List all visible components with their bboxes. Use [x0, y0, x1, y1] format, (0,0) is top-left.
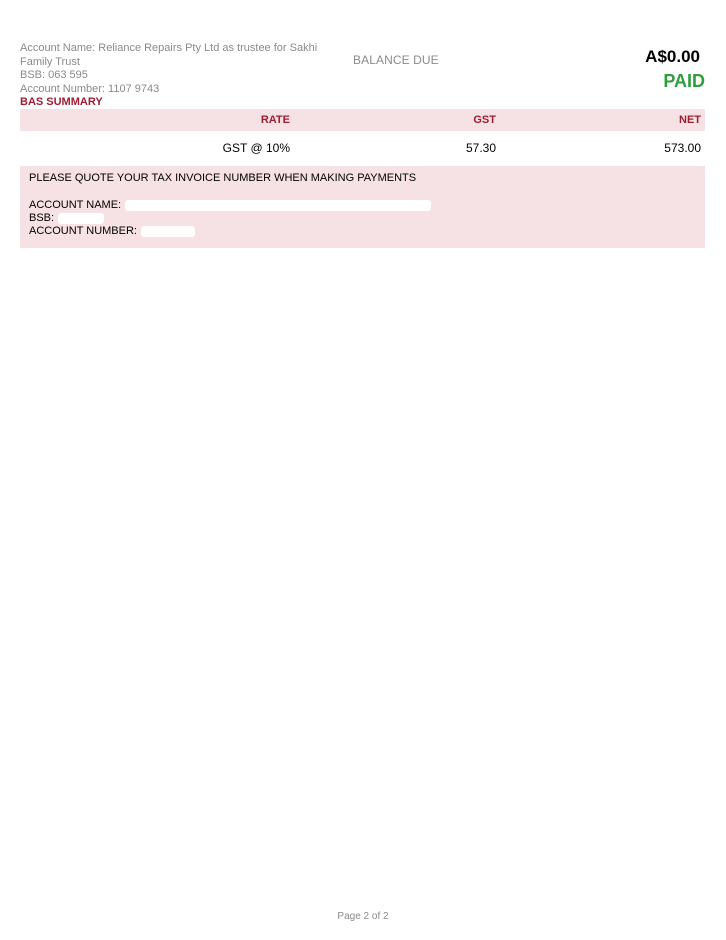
- account-bsb-line: BSB: 063 595: [20, 69, 88, 81]
- account-name-label: ACCOUNT NAME:: [29, 199, 122, 211]
- account-number-label: ACCOUNT NUMBER:: [29, 225, 137, 237]
- rate-column-header: RATE: [260, 114, 290, 126]
- account-number-line: Account Number: 1107 9743: [20, 82, 160, 95]
- payment-instructions-box: [20, 167, 705, 248]
- account-name-line: Account Name: Reliance Repairs Pty Ltd as trustee for Sakhi Family Trust: [20, 42, 318, 68]
- bsb-row: [29, 212, 104, 226]
- bsb-label: BSB:: [29, 212, 55, 224]
- balance-due-amount: A$0.00: [645, 47, 700, 66]
- quote-invoice-notice: PLEASE QUOTE YOUR TAX INVOICE NUMBER WHEN MAKING PAYMENTS: [29, 172, 417, 184]
- account-name-row: [29, 199, 431, 213]
- page-number: Page 2 of 2: [337, 911, 389, 922]
- redacted-account-name: [125, 200, 431, 211]
- rate-cell: GST @ 10%: [222, 141, 290, 155]
- redacted-bsb: [58, 213, 104, 224]
- gst-cell: 57.30: [465, 141, 496, 155]
- net-column-header: NET: [679, 114, 701, 126]
- redacted-account-number: [141, 226, 195, 237]
- paid-status-badge: PAID: [663, 71, 705, 91]
- account-details: [20, 42, 330, 96]
- table-row: [20, 131, 705, 167]
- bas-summary-title: BAS SUMMARY: [20, 96, 103, 108]
- bas-summary-table: [20, 109, 705, 167]
- account-number-row: [29, 225, 195, 239]
- net-cell: 573.00: [664, 141, 701, 155]
- balance-due-label: BALANCE DUE: [353, 53, 439, 67]
- bas-table-header: [20, 109, 705, 131]
- gst-column-header: GST: [473, 114, 496, 126]
